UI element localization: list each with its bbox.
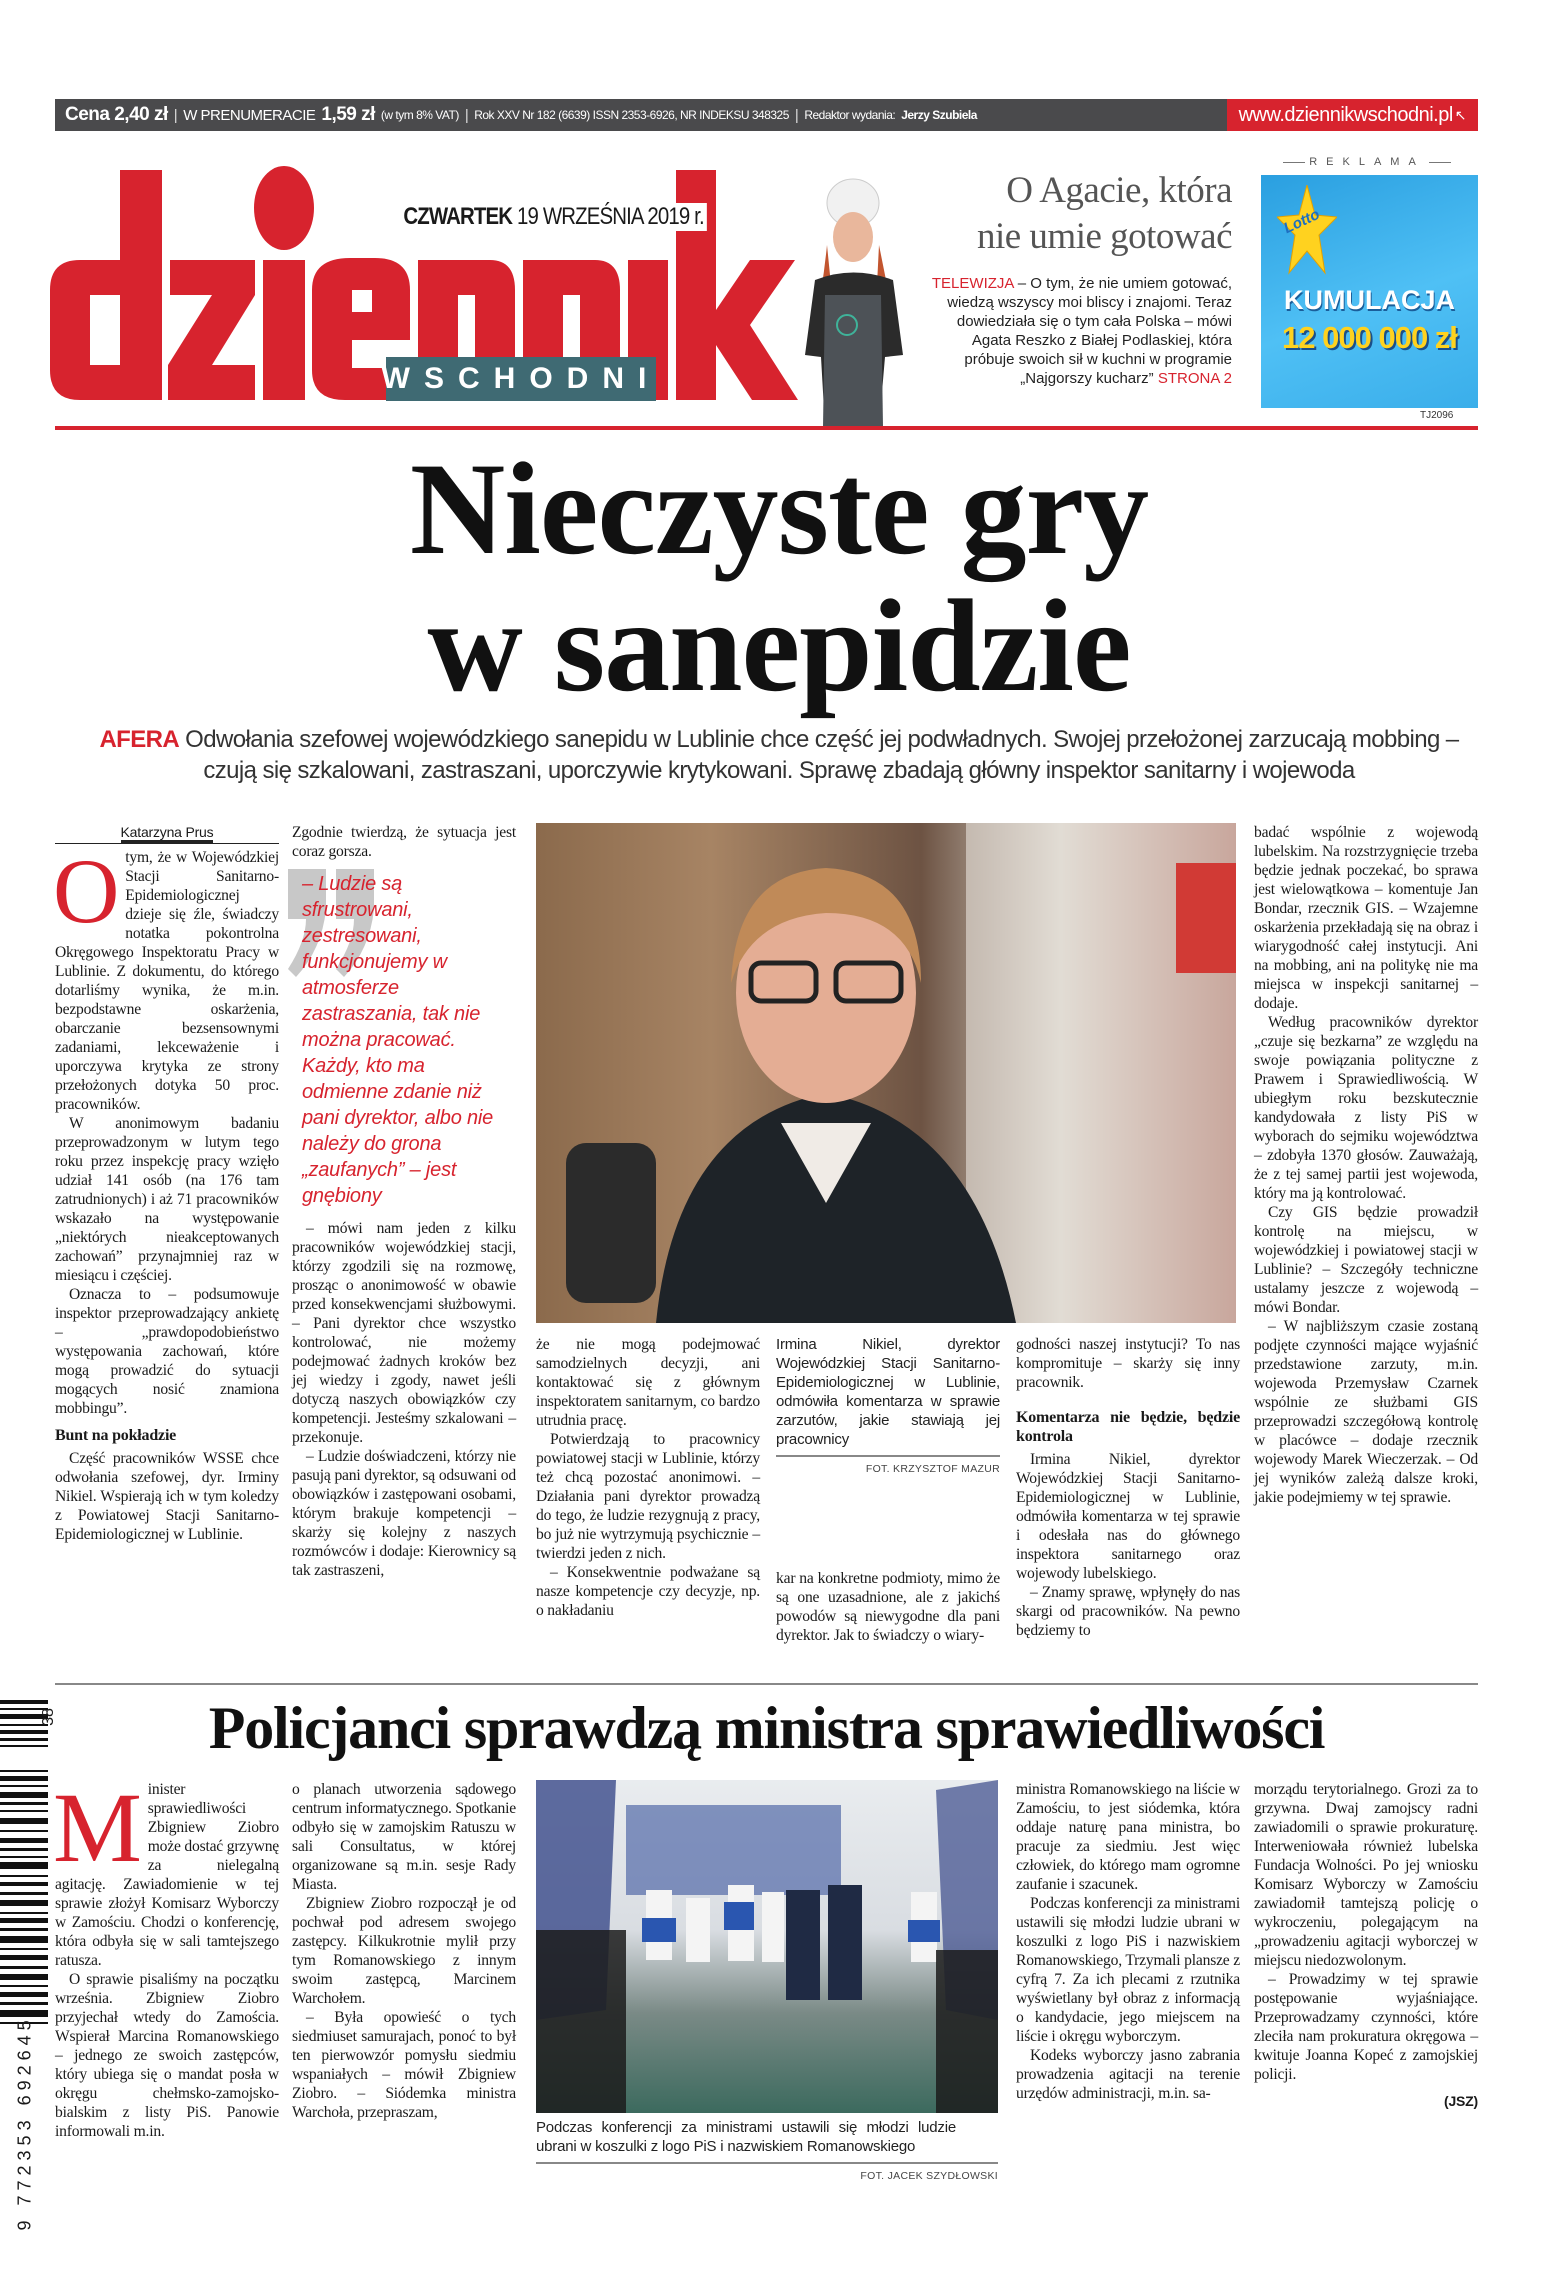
ad-label: REKLAMA bbox=[1256, 156, 1478, 168]
paragraph: – Konsekwentnie podważane są nasze kompetencje czy decyzje, np. o nakładaniu bbox=[536, 1564, 760, 1619]
teaser[interactable] bbox=[930, 168, 1232, 388]
second-photo-caption-block bbox=[536, 2118, 998, 2186]
pull-quote-text: – Ludzie są sfrustrowani, zestresowani, funkcjonujemy w atmosferze zastraszania, tak nie można pracować. Każdy, kto ma odmienne zdanie niż pani dyrektor, albo nie należy do grona „zaufanych” – jest gnębiony bbox=[302, 873, 494, 1207]
paragraph: Oznacza to – podsumowuje inspektor przeprowadzający ankietę – „prawdopodobieństwo występowania zachowań, które mogą prowadzić do sytuacji mogących nosić znamiona mobbingu”. bbox=[55, 1286, 279, 1417]
paragraph: Podczas konferencji za ministrami ustawili się młodzi ludzie ubrani w koszulki z logo PiS i nazwiskiem Romanowskiego, Trzymali plansze z cyfrą 7. Za ich plecami z rzutnika wyświetlany był obraz z informacją o kandydacie, jego miejscem na liście i okręgu wyborczym. bbox=[1016, 1895, 1240, 2045]
paragraph: – Była opowieść o tych siedmiuset samurajach, ponoć to był ten pierwowzór pomysłu siedmiu wspaniałych – mówił Zbigniew Ziobro. – Siódemka ministra Warchoła, przepraszam, bbox=[292, 2009, 516, 2121]
paragraph: – mówi nam jeden z kilku pracowników wojewódzkiej stacji, którzy zgodzili się na rozmowę, prosząc o anonimowość w obawie przed konsekwencjami służbowymi. – Pani dyrektor chce wszystko kontrolować, nie możemy podejmować żadnych kroków bez jej wiedzy i zgody, nawet jeśli dotyczą naszych obowiązków czy kompetencji. Jesteśmy szkalowani – przekonuje. bbox=[292, 1220, 516, 1446]
ad-amount: 12 000 000 zł bbox=[1282, 320, 1457, 355]
price: Cena 2,40 zł bbox=[65, 104, 168, 125]
drop-cap: O bbox=[53, 840, 120, 942]
paragraph: morządu terytorialnego. Grozi za to grzywna. Dwaj zamojscy radni zawiadomili o sprawie prokuraturę. Interweniowała również lubelska Fundacja Wolności. Po jej wniosku Komisarz Wyborczy w Zamościu zawiadomił tamtejszą policję o wykroczeniu, polegającym na „prowadzeniu agitacji wyborczej w miejscu niedozwolonym. bbox=[1254, 1781, 1478, 1969]
paragraph: Irmina Nikiel, dyrektor Wojewódzkiej Stacji Sanitarno-Epidemiologicznej w Lublinie, odmówiła komentarza w tej sprawie i odesłała nas do głównego inspektora sanitarnego oraz wojewody lubelskiego. bbox=[1016, 1451, 1240, 1582]
paragraph: O sprawie pisaliśmy na początku września. Zbigniew Ziobro przyjechał wtedy do Zamościa. Wspierał Marcina Romanowskiego – jednego ze swoich zastępców, który ubiega się o mandat posła w okręgu chełmsko-zamojsko-bialskim z listy PiS. Panowie informowali m.in. bbox=[55, 1971, 279, 2140]
paragraph: Kodeks wyborczy jasno zabrania prowadzenia agitacji na terenie urzędów administracji, m.in. sa- bbox=[1016, 2047, 1240, 2102]
section-divider bbox=[55, 1683, 1478, 1685]
second-column-2 bbox=[292, 1780, 516, 2122]
photo-caption: Podczas konferencji za ministrami ustawili się młodzi ludzie ubrani w koszulki z logo PiS i nazwiskiem Romanowskiego bbox=[536, 2119, 956, 2155]
editor-label: Redaktor wydania: bbox=[804, 108, 896, 122]
director-photo bbox=[536, 823, 1236, 1323]
headline-line1: Nieczyste gry bbox=[409, 435, 1149, 582]
lotto-logo: Lotto bbox=[1281, 205, 1323, 238]
vat-note: (w tym 8% VAT) bbox=[380, 108, 459, 122]
masthead-subtitle: WSCHODNI bbox=[386, 357, 656, 401]
edition-number: 38 bbox=[39, 1708, 57, 1726]
paragraph: W anonimowym badaniu przeprowadzonym w lutym tego roku przez inspekcję pracy wzięło udział 141 osób (na 176 tam zatrudnionych) i aż 71 pracowników wskazało na występowanie „niektórych nieakceptowanych zachowań” przynajmniej raz w miesiącu i częściej. bbox=[55, 1115, 279, 1284]
issue-info-bar: Cena 2,40 zł | W PRENUMERACIE 1,59 zł (w tym 8% VAT) | Rok XXV Nr 182 (6639) ISSN 2353-6926, NR INDEKSU 348325 | Redaktor wydania: Jerzy Szubiela www.dziennikwschodni.pl ↖ bbox=[55, 99, 1478, 131]
paragraph: o planach utworzenia sądowego centrum informatycznego. Spotkanie odbyło się w zamojskim Ratuszu w sali Consultatus, w której organizowane są m.in. sesje Rady Miasta. bbox=[292, 1781, 516, 1893]
article-column-5 bbox=[1016, 1335, 1240, 1640]
issue-date bbox=[400, 203, 707, 231]
lead-text: Odwołania szefowej wojewódzkiego sanepidu w Lublinie chce część jej podwładnych. Swojej przełożonej zarzucają mobbing – czują się szkalowani, zastraszani, uporczywie krytykowani. Sprawę zbadają główny inspektor sanitarny i wojewoda bbox=[179, 726, 1459, 784]
subscription-label: W PRENUMERACIE bbox=[183, 106, 316, 124]
chef-photo bbox=[775, 175, 935, 427]
article-column-6 bbox=[1254, 823, 1478, 1507]
conference-illustration bbox=[536, 1780, 998, 2113]
headline-line2: w sanepidzie bbox=[427, 572, 1131, 719]
paragraph: Zbigniew Ziobro rozpoczął je od pochwał pod adresem swojego zastępcy. Kilkukrotnie mylił przy tym Romanowskiego z innym swoim zastępcą, Marcinem Warchołem. bbox=[292, 1895, 516, 2007]
divider bbox=[55, 426, 1478, 430]
ad-headline: KUMULACJA bbox=[1284, 285, 1455, 315]
main-headline bbox=[0, 435, 1558, 719]
barcode bbox=[0, 1700, 58, 2231]
paragraph: – Prowadzimy w tej sprawie postępowanie wyjaśniające. Przeprowadzamy czynności, które zleciła nam prokuratura okręgowa – kwituje Joanna Kopeć z zamojskiej policji. bbox=[1254, 1971, 1478, 2083]
barcode-digits: 9 772353 692645 bbox=[14, 2015, 35, 2231]
date: 19 WRZEŚNIA 2019 r. bbox=[517, 203, 704, 230]
article-column-2 bbox=[292, 823, 516, 1580]
paragraph: – Ludzie doświadczeni, którzy nie pasują pani dyrektor, są odsuwani od obowiązków i zastępowani osobami, którym brakuje kompetencji – skarży się kolejny z naszych rozmówców i dodaje: Kierownicy są tak zastraszeni, bbox=[292, 1448, 516, 1579]
lotto-ad[interactable] bbox=[1261, 175, 1478, 408]
paragraph: badać wspólnie z wojewodą lubelskim. Na rozstrzygnięcie trzeba będzie jednak poczekać, bo sprawa jest wielowątkowa – komentuje Jan Bondar, rzecznik GIS. – Wzajemne oskarżenia przekładają się na obraz i wiarygodność całej instytucji. Ani na mobbing, ani na politykę nie ma miejsca w inspekcji sanitarnej – dodaje. bbox=[1254, 824, 1478, 1012]
paragraph: Według pracowników dyrektor „czuje się bezkarna” ze względu na swoje powiązania polityczne z Prawem i Sprawiedliwością. W ubiegłym roku bezskutecznie kandydowała z listy PiS w wyborach do sejmiku województwa – zdobyła 1370 głosów. Zauważają, że z tej samej partii jest wojewoda, który ma ją kontrolować. bbox=[1254, 1014, 1478, 1202]
teaser-title-line1: O Agacie, która bbox=[1006, 170, 1232, 211]
author: Katarzyna Prus bbox=[121, 824, 214, 843]
paragraph: – Znamy sprawę, wpłynęły do nas skargi od pracowników. Na pewno będziemy to bbox=[1016, 1584, 1240, 1639]
second-column-3 bbox=[1016, 1780, 1240, 2103]
photo-credit: FOT. KRZYSZTOF MAZUR bbox=[776, 1455, 1000, 1479]
issue-number: Rok XXV Nr 182 (6639) ISSN 2353-6926, NR INDEKSU 348325 bbox=[474, 108, 789, 122]
paragraph: Zgodnie twierdzą, że sytuacja jest coraz gorsza. bbox=[292, 824, 516, 860]
teaser-text: – O tym, że nie umiem gotować, wiedzą wszyscy moi bliscy i znajomi. Teraz dowiedziała się o tym cała Polska – mówi Agata Reszko z Białej Podlaskiej, która próbuje swoich sił w kuchni w programie „Najgorszy kucharz” bbox=[947, 275, 1232, 387]
weekday: CZWARTEK bbox=[403, 203, 513, 230]
article-column-4 bbox=[776, 1335, 1000, 1645]
teaser-title-line2: nie umie gotować bbox=[976, 216, 1232, 257]
ad-code: TJ2096 bbox=[1420, 410, 1454, 421]
article-column-1 bbox=[55, 823, 279, 1544]
paragraph: ministra Romanowskiego na liście w Zamościu, to jest siódemka, która oddaje naturę pana ministra, bo pracuje za siedmiu. Jest więc człowiek, do którego mam ogromne zaufanie i szacunek. bbox=[1016, 1781, 1240, 1893]
author-signature: (JSZ) bbox=[1443, 2093, 1478, 2109]
article-column-3 bbox=[536, 1335, 760, 1620]
paragraph: inister sprawiedliwości Zbigniew Ziobro może dostać grzywnę za nielegalną agitację. Zawiadomienie w tej sprawie złożył Komisarz Wyborczy w Zamościu. Chodzi o konferencję, która odbyła się w sali tamtejszego ratusza. bbox=[55, 1781, 280, 1969]
conference-photo bbox=[536, 1780, 998, 2113]
paragraph: tym, że w Wojewódzkiej Stacji Sanitarno-Epidemiologicznej dzieje się źle, świadczy notatka pokontrolna Okręgowego Inspektoratu Pracy w Lublinie. Z dokumentu, do którego dotarliśmy wynika, że m.in. bezpodstawne oskarżenia, obarczanie bezsensownymi zadaniami, lekceważenie i uporczywa krytyka ze strony przełożonych dotyka 50 proc. pracowników. bbox=[55, 849, 279, 1113]
lead-kicker: AFERA bbox=[99, 726, 180, 753]
second-column-1 bbox=[53, 1772, 280, 2141]
pull-quote bbox=[302, 871, 516, 1209]
photo-credit: FOT. JACEK SZYDŁOWSKI bbox=[536, 2162, 998, 2186]
website-link[interactable] bbox=[1227, 99, 1478, 131]
second-column-4 bbox=[1254, 1780, 1478, 2111]
subheading: Bunt na pokładzie bbox=[55, 1427, 177, 1444]
website-url[interactable]: www.dziennikwschodni.pl bbox=[1238, 103, 1453, 126]
second-headline: Policjanci sprawdzą ministra sprawiedliwości bbox=[208, 1695, 1325, 1761]
editor-name: Jerzy Szubiela bbox=[901, 108, 977, 122]
paragraph: że nie mogą podejmować samodzielnych decyzji, ani kontaktować się z głównym inspektoratem sanitarnym, co bardzo utrudnia pracę. bbox=[536, 1336, 760, 1429]
lead bbox=[70, 724, 1488, 786]
teaser-kicker: TELEWIZJA bbox=[931, 275, 1014, 292]
teaser-page-ref[interactable]: STRONA 2 bbox=[1157, 370, 1232, 387]
paragraph: Część pracowników WSSE chce odwołania szefowej, dyr. Irminy Nikiel. Wspierają ich w tym koledzy z Powiatowej Stacji Sanitarno-Epidemiologicznej w Lublinie. bbox=[55, 1450, 279, 1543]
paragraph: – W najbliższym czasie zostaną podjęte czynności mające wyjaśnić przedstawione zarzuty, m.in. wojewoda Przemysław Czarnek wspólnie ze służbami GIS przeprowadzi szczegółową kontrolę w placówce – dodaje rzecznik wojewody Marek Wieczerzak. – Od jej wyników zależą dalsze kroki, jakie podejmiemy w tej sprawie. bbox=[1254, 1318, 1478, 1506]
subheading: Komentarza nie będzie, będzie kontrola bbox=[1016, 1409, 1240, 1445]
paragraph: Potwierdzają to pracownicy powiatowej stacji w Lublinie, którzy też chcą pozostać anonimowi. – Działania pani dyrektor prowadzą do tego, że ludzie rezygnują z pracy, bo już nie wytrzymują psychicznie – twierdzi jeden z nich. bbox=[536, 1431, 760, 1562]
drop-cap: M bbox=[53, 1772, 142, 1883]
paragraph: godności naszej instytucji? To nas kompromituje – skarży się inny pracownik. bbox=[1016, 1336, 1240, 1391]
masthead bbox=[50, 140, 810, 430]
paragraph: Czy GIS będzie prowadził kontrolę na miejscu, w wojewódzkiej i powiatowej stacji w Lublinie? – Szczegóły techniczne ustalamy jeszcze z wojewodą – mówi Bondar. bbox=[1254, 1204, 1478, 1316]
photo-caption: Irmina Nikiel, dyrektor Wojewódzkiej Stacji Sanitarno-Epidemiologicznej w Lublinie, odmówiła komentarza w sprawie zarzutów, jakie stawiają jej pracownicy bbox=[776, 1336, 1000, 1448]
cursor-icon: ↖ bbox=[1454, 106, 1466, 123]
portrait-illustration bbox=[536, 823, 1236, 1323]
subscription-price: 1,59 zł bbox=[321, 104, 375, 125]
paragraph: kar na konkretne podmioty, mimo że są one uzasadnione, ale z jakichś powodów są niewygodne dla pani dyrektor. Jak to świadczy o wiary- bbox=[776, 1570, 1000, 1644]
